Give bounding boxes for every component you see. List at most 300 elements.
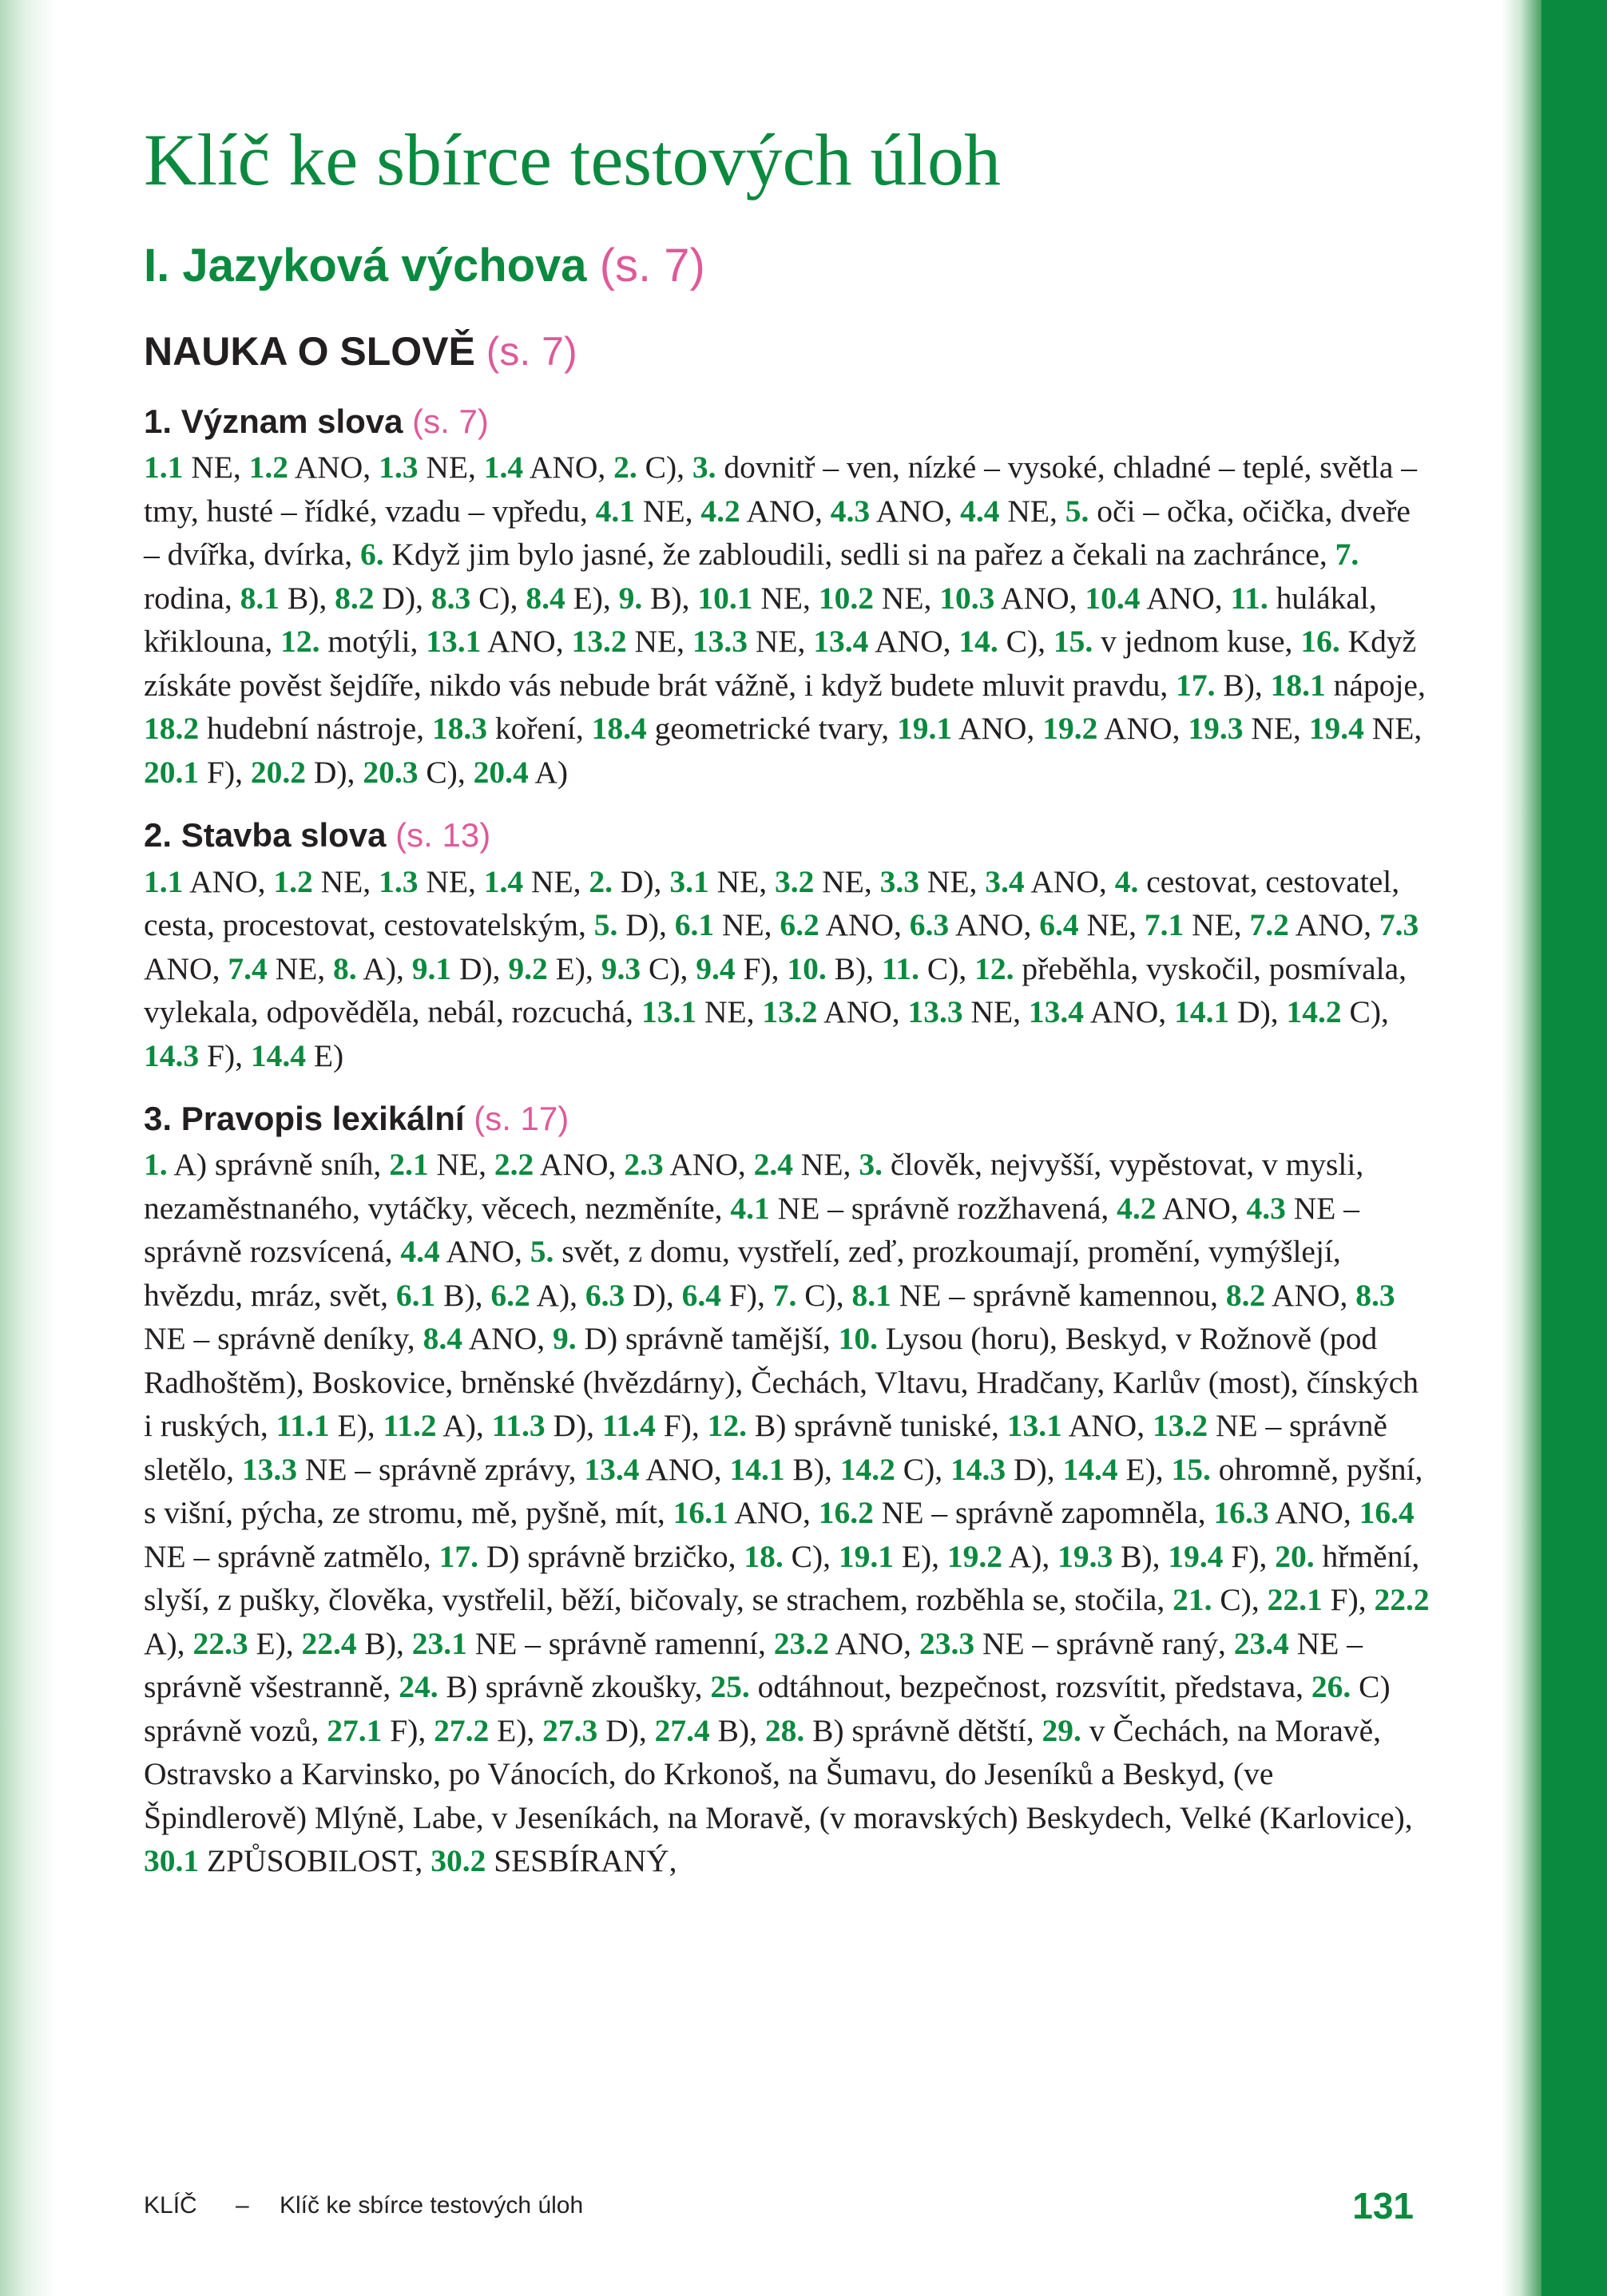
answer-number: 10.4 — [1085, 580, 1141, 616]
section-heading — [144, 330, 1430, 374]
answer-number: 13.2 — [762, 994, 818, 1030]
answer-number: 9. — [552, 1321, 577, 1357]
answer-text: ohromně, pyšní, s višní, pýcha, ze stromu, mě, pyšně, mít, — [144, 1451, 1423, 1531]
answer-number: 13.3 — [692, 624, 748, 660]
footer-separator: – — [236, 2192, 249, 2219]
answer-number: 10. — [838, 1321, 878, 1357]
answer-text: ANO, — [523, 450, 614, 486]
answer-text: E), — [1117, 1451, 1172, 1487]
answer-text: ANO, — [144, 950, 228, 986]
answer-number: 5. — [593, 907, 618, 943]
answer-number: 13.4 — [813, 624, 869, 660]
answer-number: 8.2 — [335, 580, 375, 616]
section-title: NAUKA O SLOVĚ — [144, 328, 475, 374]
answer-text: NE, — [919, 863, 986, 899]
answer-text: NE, — [1363, 711, 1422, 747]
answer-text: C), — [783, 1538, 839, 1574]
answer-text: D), — [306, 754, 363, 790]
answer-text: ANO, — [819, 907, 910, 943]
answer-number: 11. — [1230, 580, 1268, 616]
answer-text: E), — [248, 1625, 302, 1661]
answer-text: ANO, — [288, 450, 379, 486]
answer-text: D), — [545, 1408, 602, 1444]
answer-number: 8.4 — [423, 1321, 462, 1357]
chapter-page-ref: (s. 13) — [395, 816, 491, 855]
answer-number: 7.4 — [228, 950, 268, 986]
answer-number: 14.1 — [729, 1451, 785, 1487]
answer-number: 23.1 — [411, 1625, 467, 1661]
answer-number: 11.3 — [491, 1408, 546, 1444]
answer-text: E), — [489, 1712, 543, 1748]
chapter-page-ref: (s. 17) — [474, 1100, 569, 1138]
answer-number: 1.4 — [483, 450, 524, 486]
chapter-vyznam-slova — [144, 402, 1430, 794]
answer-number: 8.1 — [851, 1277, 891, 1313]
answer-text: NE – správně zprávy, — [296, 1451, 585, 1487]
answer-number: 10.1 — [697, 580, 753, 616]
answer-number: 4.4 — [960, 493, 1000, 529]
answer-number: 2.3 — [624, 1147, 664, 1183]
answer-text: ANO, — [439, 1234, 530, 1270]
answer-number: 6.4 — [681, 1277, 721, 1313]
answer-text: B), — [356, 1625, 412, 1661]
answer-text: B), — [784, 1451, 840, 1487]
answer-number: 2.2 — [494, 1147, 534, 1183]
answer-number: 23.3 — [919, 1625, 975, 1661]
answer-text: svět, z domu, vystřelí, zeď, prozkoumají, promění, vymýšlejí, hvězdu, mráz, svět, — [144, 1234, 1341, 1313]
answer-text: ANO, — [828, 1625, 919, 1661]
answer-number: 8.1 — [240, 580, 280, 616]
answer-text: C), — [998, 624, 1053, 660]
answer-text: ANO, — [663, 1147, 754, 1183]
answer-text: NE, — [418, 863, 484, 899]
answer-number: 11.2 — [383, 1408, 437, 1444]
answer-number: 19.1 — [838, 1538, 894, 1574]
answer-text: geometrické tvary, — [646, 711, 898, 747]
answer-number: 4.1 — [595, 493, 636, 529]
answer-text: ANO, — [1268, 1495, 1359, 1531]
answer-number: 27.4 — [654, 1712, 710, 1748]
answer-paragraph — [144, 446, 1430, 794]
answer-text: NE, — [1243, 711, 1309, 747]
answer-number: 6.4 — [1039, 907, 1079, 943]
answer-number: 13.1 — [641, 994, 697, 1030]
answer-text: NE, — [418, 450, 484, 486]
answer-text: SESBÍRANÝ, — [486, 1843, 677, 1879]
answer-number: 4.2 — [1117, 1190, 1157, 1226]
answer-text: ANO, — [534, 1147, 625, 1183]
answer-number: 18.2 — [144, 711, 200, 747]
answer-number: 7. — [772, 1277, 797, 1313]
section-page-ref: (s. 7) — [486, 328, 577, 374]
answer-number: 8.4 — [526, 580, 565, 616]
answer-number: 16.3 — [1213, 1495, 1269, 1531]
answer-text: NE, — [428, 1147, 494, 1183]
answer-number: 13.4 — [584, 1451, 640, 1487]
chapter-pravopis-lexikalni — [144, 1100, 1430, 1883]
answer-number: 28. — [764, 1712, 805, 1748]
answer-text: ANO, — [868, 624, 959, 660]
answer-number: 23.4 — [1233, 1625, 1289, 1661]
answer-text: E), — [547, 950, 601, 986]
answer-text: NE, — [793, 1147, 859, 1183]
part-title: I. Jazyková výchova — [144, 240, 587, 292]
answer-number: 9.4 — [696, 950, 736, 986]
answer-text: A), — [530, 1277, 585, 1313]
answer-number: 3.1 — [669, 863, 709, 899]
answer-text: ANO, — [952, 711, 1043, 747]
answer-text: NE, — [752, 580, 819, 616]
answer-text: B) správně dětští, — [804, 1712, 1042, 1748]
answer-number: 29. — [1042, 1712, 1081, 1748]
answer-text: B), — [1113, 1538, 1169, 1574]
answer-text: NE, — [626, 624, 692, 660]
answer-number: 20.3 — [363, 754, 419, 790]
answer-number: 12. — [707, 1408, 747, 1444]
answer-text: NE, — [873, 580, 940, 616]
answer-number: 1.1 — [144, 450, 184, 486]
answer-number: 6.2 — [490, 1277, 530, 1313]
answer-number: 30.1 — [144, 1843, 200, 1879]
answer-number: 3.3 — [879, 863, 919, 899]
answer-text: NE, — [814, 863, 880, 899]
answer-number: 16.1 — [673, 1495, 728, 1531]
answer-number: 1. — [144, 1147, 168, 1183]
answer-number: 10.2 — [818, 580, 874, 616]
answer-text: B) správně zkoušky, — [438, 1669, 711, 1705]
answer-text: ANO, — [481, 624, 572, 660]
answer-text: D), — [1006, 1451, 1063, 1487]
answer-text: C) správně vozů, — [144, 1669, 1391, 1748]
answer-number: 1.2 — [248, 450, 289, 486]
answer-text: E), — [565, 580, 619, 616]
answer-number: 26. — [1311, 1669, 1351, 1705]
answer-number: 4.1 — [730, 1190, 770, 1226]
answer-text: B), — [642, 580, 698, 616]
answer-number: 19.4 — [1308, 711, 1364, 747]
answer-text: C), — [641, 950, 696, 986]
answer-text: NE – správně zapomněla, — [873, 1495, 1214, 1531]
answer-number: 13.1 — [1006, 1408, 1062, 1444]
answer-number: 27.2 — [434, 1712, 490, 1748]
answer-number: 22.1 — [1267, 1582, 1323, 1618]
answer-number: 14.4 — [250, 1037, 306, 1073]
answer-text: ANO, — [740, 493, 831, 529]
chapter-page-ref: (s. 7) — [412, 402, 489, 440]
answer-number: 12. — [280, 624, 320, 660]
answer-number: 7.1 — [1144, 907, 1184, 943]
answer-number: 23.2 — [773, 1625, 829, 1661]
answer-text: B), — [280, 580, 335, 616]
answer-text: přeběhla, vyskočil, posmívala, vylekala, odpověděla, nebál, rozcuchá, — [144, 950, 1407, 1030]
chapter-title: 1. Význam slova — [144, 402, 403, 440]
answer-text: C), — [1341, 994, 1389, 1030]
answer-text: D), — [451, 950, 509, 986]
answer-number: 1.3 — [379, 863, 419, 899]
answer-text: ANO, — [183, 863, 274, 899]
answer-text: NE, — [1184, 907, 1250, 943]
answer-text: D), — [617, 907, 675, 943]
answer-number: 19.3 — [1188, 711, 1244, 747]
answer-text: Lysou (horu), Beskyd, v Rožnově (pod Radhoštěm), Boskovice, brněnské (hvězdárny), Čechách, Vltavu, Hradčany, Karlův (most), čínských i ruských, — [144, 1321, 1419, 1444]
answer-text: hulákal, křiklouna, — [144, 580, 1377, 660]
answer-text: NE, — [183, 450, 249, 486]
answer-text: F), — [382, 1712, 434, 1748]
green-edge-band — [1542, 0, 1607, 2296]
answer-text: NE – správně rozsvícená, — [144, 1190, 1360, 1270]
answer-number: 22.3 — [192, 1625, 248, 1661]
answer-number: 1.2 — [273, 863, 313, 899]
answer-text: NE, — [523, 863, 589, 899]
answer-text: A), — [144, 1625, 193, 1661]
page-footer — [144, 2184, 1414, 2232]
answer-text: ANO, — [1156, 1190, 1247, 1226]
answer-number: 16.4 — [1359, 1495, 1415, 1531]
answer-text: ANO, — [639, 1451, 730, 1487]
answer-number: 6.3 — [585, 1277, 625, 1313]
answer-number: 4. — [1114, 863, 1139, 899]
answer-text: oči – očka, očička, dveře – dvířka, dvírka, — [144, 493, 1411, 573]
answer-text: koření, — [487, 711, 592, 747]
answer-text: hudební nástroje, — [199, 711, 432, 747]
part-page-ref: (s. 7) — [599, 240, 705, 292]
answer-number: 15. — [1171, 1451, 1211, 1487]
answer-number: 11.4 — [601, 1408, 656, 1444]
answer-number: 14.3 — [144, 1037, 200, 1073]
answer-text: ANO, — [870, 493, 961, 529]
answer-number: 2.1 — [389, 1147, 429, 1183]
answer-text: Když získáte pověst šejdíře, nikdo vás nebude brát vážně, i když budete mluvit pravdu, — [144, 624, 1417, 703]
chapter-heading — [144, 816, 1430, 855]
answer-text: C), — [1212, 1582, 1268, 1618]
answer-number: 4.4 — [400, 1234, 440, 1270]
footer-label: KLÍČ — [144, 2192, 197, 2219]
answer-number: 7. — [1335, 537, 1359, 573]
answer-number: 4.2 — [700, 493, 740, 529]
chapter-heading — [144, 1100, 1430, 1138]
answer-number: 11. — [881, 950, 920, 986]
answer-number: 15. — [1053, 624, 1093, 660]
answer-number: 30.2 — [431, 1843, 486, 1879]
answer-text: D) správně brzičko, — [478, 1538, 744, 1574]
answer-text: D) správně tamější, — [576, 1321, 839, 1357]
answer-text: D), — [613, 863, 670, 899]
answer-number: 24. — [399, 1669, 438, 1705]
answer-number: 3. — [859, 1147, 883, 1183]
answer-text: NE, — [1078, 907, 1145, 943]
chapter-title: 2. Stavba slova — [144, 816, 387, 855]
answer-number: 13.3 — [241, 1451, 297, 1487]
answer-text: člověk, nejvyšší, vypěstovat, v mysli, nezaměstnaného, vytáčky, věcech, nezměníte, — [144, 1147, 1364, 1226]
answer-number: 22.4 — [301, 1625, 357, 1661]
answer-number: 16. — [1300, 624, 1340, 660]
answer-number: 1.3 — [379, 450, 419, 486]
answer-number: 19.2 — [1042, 711, 1098, 747]
answer-number: 2. — [613, 450, 637, 486]
answer-text: ANO, — [1265, 1277, 1356, 1313]
answer-text: C), — [470, 580, 526, 616]
answer-number: 20. — [1275, 1538, 1315, 1574]
answer-paragraph — [144, 860, 1430, 1078]
answer-number: 22.2 — [1374, 1582, 1430, 1618]
answer-text: F), — [1322, 1582, 1375, 1618]
answer-number: 6. — [359, 537, 384, 573]
answer-text: C), — [895, 1451, 951, 1487]
answer-text: B), — [435, 1277, 491, 1313]
answer-text: A), — [356, 950, 412, 986]
answer-text: ANO, — [1140, 580, 1231, 616]
answer-number: 19.1 — [897, 711, 953, 747]
answer-number: 1.1 — [144, 863, 184, 899]
answer-number: 20.4 — [473, 754, 529, 790]
answer-text: D), — [374, 580, 431, 616]
answer-text: NE – správně sletělo, — [144, 1408, 1387, 1487]
answer-number: 27.3 — [542, 1712, 598, 1748]
answer-text: NE, — [962, 994, 1029, 1030]
answer-number: 8.2 — [1225, 1277, 1266, 1313]
answer-text: NE, — [708, 863, 775, 899]
answer-text: ANO, — [1061, 1408, 1153, 1444]
answer-text: NE, — [312, 863, 379, 899]
answer-text: E) — [306, 1037, 344, 1073]
answer-paragraph — [144, 1143, 1430, 1883]
answer-text: D), — [625, 1277, 682, 1313]
answer-text: NE – správně ramenní, — [466, 1625, 774, 1661]
answer-text: ANO, — [949, 907, 1040, 943]
answer-number: 7.2 — [1249, 907, 1289, 943]
answer-text: ANO, — [817, 994, 908, 1030]
answer-number: 25. — [710, 1669, 750, 1705]
answer-number: 19.4 — [1168, 1538, 1224, 1574]
answer-number: 13.4 — [1028, 994, 1085, 1030]
answer-number: 18. — [744, 1538, 784, 1574]
answer-text: E), — [893, 1538, 947, 1574]
answer-number: 1.4 — [483, 863, 524, 899]
answer-text: A), — [436, 1408, 492, 1444]
answer-text: ANO, — [1097, 711, 1188, 747]
left-margin-gradient — [0, 0, 56, 2296]
answer-text: ANO, — [1084, 994, 1175, 1030]
answer-text: NE, — [714, 907, 780, 943]
answer-text: A) správně sníh, — [167, 1147, 390, 1183]
answer-number: 6.3 — [909, 907, 950, 943]
answer-number: 6.1 — [395, 1277, 436, 1313]
answer-text: F), — [720, 1277, 773, 1313]
answer-number: 14.4 — [1062, 1451, 1118, 1487]
answer-number: 18.1 — [1270, 667, 1326, 703]
answer-number: 19.3 — [1057, 1538, 1113, 1574]
answer-number: 13.1 — [426, 624, 482, 660]
answer-text: A), — [1002, 1538, 1058, 1574]
answer-number: 3.4 — [985, 863, 1025, 899]
answer-number: 13.2 — [571, 624, 627, 660]
answer-number: 10.3 — [939, 580, 995, 616]
answer-number: 6.2 — [780, 907, 819, 943]
page-content — [144, 120, 1430, 1883]
answer-number: 2.4 — [753, 1147, 794, 1183]
answer-number: 7.3 — [1379, 907, 1419, 943]
answer-number: 13.2 — [1152, 1408, 1208, 1444]
answer-number: 21. — [1173, 1582, 1212, 1618]
answer-text: v Čechách, na Moravě, Ostravsko a Karvinsko, po Vánocích, do Krkonoš, na Šumavu, do Jeseníků a Beskyd, (ve Špindlerově) Mlýně, Labe, v Jeseníkách, na Moravě, (v moravských) Beskydech, Velké (Karlovice), — [144, 1712, 1413, 1835]
answer-text: NE – správně kamennou, — [891, 1277, 1226, 1313]
chapter-title: 3. Pravopis lexikální — [144, 1100, 465, 1138]
answer-number: 18.4 — [591, 711, 647, 747]
answer-number: 5. — [1065, 493, 1089, 529]
chapter-stavba-slova — [144, 816, 1430, 1077]
answer-text: B), — [1215, 667, 1271, 703]
answer-text: rodina, — [144, 580, 240, 616]
answer-text: F), — [199, 754, 251, 790]
part-heading — [144, 240, 1430, 291]
answer-number: 5. — [530, 1234, 554, 1270]
answer-text: NE, — [267, 950, 333, 986]
answer-text: dovnitř – ven, nízké – vysoké, chladné – teplé, světla – tmy, husté – řídké, vzadu – vpředu, — [144, 450, 1418, 529]
answer-text: D), — [597, 1712, 655, 1748]
answer-number: 4.3 — [1246, 1190, 1286, 1226]
answer-text: B), — [709, 1712, 765, 1748]
answer-text: ANO, — [994, 580, 1085, 616]
answer-text: odtáhnout, bezpečnost, rozsvítit, představa, — [749, 1669, 1311, 1705]
answer-text: C), — [796, 1277, 852, 1313]
answer-text: nápoje, — [1325, 667, 1426, 703]
answer-number: 10. — [787, 950, 827, 986]
answer-text: F), — [655, 1408, 708, 1444]
answer-text: NE, — [999, 493, 1065, 529]
answer-number: 20.1 — [144, 754, 200, 790]
answer-text: ANO, — [462, 1321, 553, 1357]
answer-number: 4.3 — [830, 493, 871, 529]
answer-text: NE – správně zatmělo, — [144, 1538, 439, 1574]
answer-number: 14.3 — [950, 1451, 1006, 1487]
answer-number: 8. — [332, 950, 357, 986]
answer-number: 14.1 — [1174, 994, 1230, 1030]
answer-text: B) správně tuniské, — [746, 1408, 1007, 1444]
answer-text: NE – správně deníky, — [144, 1321, 423, 1357]
answer-text: E), — [329, 1408, 383, 1444]
answer-number: 9.1 — [411, 950, 452, 986]
answer-number: 14.2 — [839, 1451, 895, 1487]
answer-text: NE, — [635, 493, 701, 529]
answer-number: 2. — [589, 863, 613, 899]
answer-number: 17. — [438, 1538, 479, 1574]
answer-text: A) — [528, 754, 569, 790]
answer-number: 19.2 — [946, 1538, 1003, 1574]
answer-text: ANO, — [728, 1495, 819, 1531]
footer-title: Klíč ke sbírce testových úloh — [280, 2192, 584, 2219]
answer-number: 9. — [618, 580, 643, 616]
answer-number: 3.2 — [774, 863, 815, 899]
answer-number: 8.3 — [431, 580, 471, 616]
answer-number: 16.2 — [818, 1495, 874, 1531]
answer-text: F), — [735, 950, 788, 986]
answer-text: C), — [418, 754, 474, 790]
answer-number: 14. — [958, 624, 998, 660]
answer-text: ZPŮSOBILOST, — [199, 1843, 431, 1879]
answer-text: D), — [1229, 994, 1287, 1030]
answer-number: 6.1 — [674, 907, 715, 943]
answer-text: B), — [826, 950, 882, 986]
answer-number: 12. — [974, 950, 1014, 986]
page-number: 131 — [1352, 2185, 1414, 2227]
answer-text: cestovat, cestovatel, cesta, procestovat, cestovatelským, — [144, 863, 1400, 943]
answer-text: C), — [637, 450, 692, 486]
answer-number: 20.2 — [250, 754, 306, 790]
right-edge-gradient — [1502, 0, 1543, 2296]
chapter-heading — [144, 402, 1430, 441]
answer-number: 17. — [1176, 667, 1216, 703]
answer-number: 13.3 — [907, 994, 963, 1030]
